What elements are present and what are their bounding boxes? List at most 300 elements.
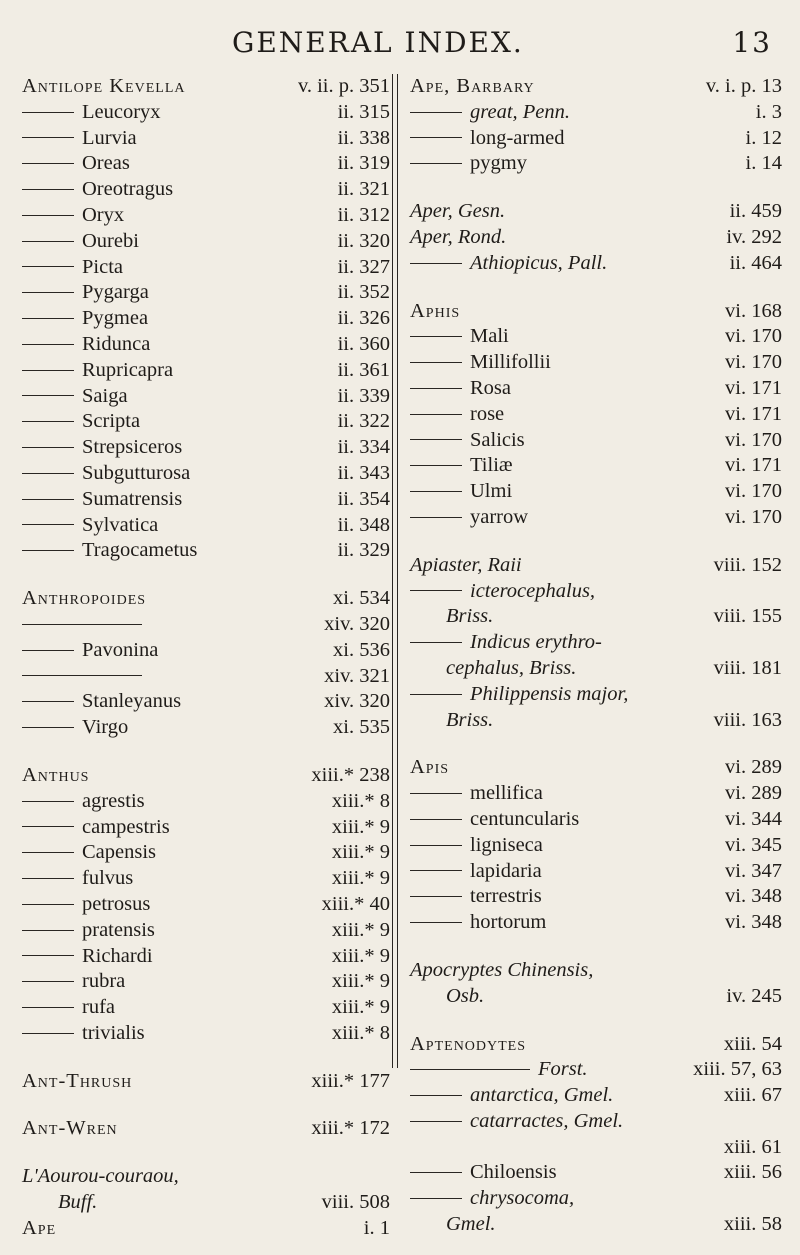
entry-term-text: Osb. xyxy=(446,984,485,1007)
ditto-dash xyxy=(410,263,462,264)
entry-term-text: Rosa xyxy=(470,376,511,399)
entry-term-text: catarractes, Gmel. xyxy=(470,1109,624,1132)
entry-term xyxy=(410,833,543,859)
ditto-dash xyxy=(22,930,74,931)
index-entry xyxy=(410,630,782,656)
entry-term xyxy=(410,859,542,885)
entry-reference: vi. 171 xyxy=(725,402,782,425)
index-entry xyxy=(22,203,390,229)
entry-term-text: Aphis xyxy=(410,299,461,322)
entry-term xyxy=(22,1069,132,1095)
ditto-dash xyxy=(22,624,142,625)
entry-term xyxy=(410,350,551,376)
entry-term-text: Ape xyxy=(22,1216,57,1239)
index-entry xyxy=(22,1116,390,1142)
entry-term-text: Leucoryx xyxy=(82,100,161,123)
entry-term-text: Pygmea xyxy=(82,307,149,330)
index-entry xyxy=(22,513,390,539)
entry-term xyxy=(410,579,595,605)
entry-reference: ii. 327 xyxy=(337,255,390,278)
index-entry xyxy=(22,892,390,918)
entry-reference: ii. 321 xyxy=(337,178,390,201)
index-entry xyxy=(410,251,782,277)
index-entry xyxy=(410,1135,782,1161)
entry-term xyxy=(410,402,504,428)
index-entry xyxy=(410,984,782,1010)
entry-term xyxy=(22,177,173,203)
entry-term-text: hortorum xyxy=(470,911,547,934)
index-entry xyxy=(410,428,782,454)
index-entry xyxy=(410,1212,782,1238)
index-entry xyxy=(410,402,782,428)
entry-reference: xiii. 54 xyxy=(723,1032,782,1055)
entry-term xyxy=(22,126,137,152)
ditto-dash xyxy=(410,694,462,695)
entry-reference: xiii.* 9 xyxy=(331,841,390,864)
entry-reference: vi. 348 xyxy=(725,911,782,934)
entry-term xyxy=(410,324,509,350)
entry-term xyxy=(410,126,565,152)
entry-term xyxy=(22,1216,56,1242)
ditto-dash xyxy=(22,189,74,190)
entry-term xyxy=(22,789,145,815)
index-entry xyxy=(410,324,782,350)
entry-term-text: Aper, Gesn. xyxy=(410,200,506,223)
entry-term-text: Picta xyxy=(82,255,123,278)
entry-reference: xiii. 56 xyxy=(723,1161,782,1184)
entry-term-text: Buff. xyxy=(58,1191,98,1214)
entry-reference: viii. 181 xyxy=(713,656,782,679)
index-entry xyxy=(410,453,782,479)
index-entry xyxy=(22,664,390,690)
entry-term-text: terrestris xyxy=(470,885,542,908)
entry-reference: ii. 348 xyxy=(337,513,390,536)
entry-term-text: pygmy xyxy=(470,152,527,175)
index-entry xyxy=(22,461,390,487)
index-entry xyxy=(22,229,390,255)
entry-term xyxy=(22,151,130,177)
entry-term-text: Capensis xyxy=(82,841,157,864)
entry-reference: ii. 360 xyxy=(337,332,390,355)
index-entry xyxy=(410,781,782,807)
entry-reference: xiii.* 9 xyxy=(331,867,390,890)
entry-term xyxy=(410,199,505,225)
index-entry xyxy=(22,586,390,612)
entry-term-text: chrysocoma, xyxy=(470,1187,575,1210)
index-entry xyxy=(22,280,390,306)
index-entry xyxy=(22,409,390,435)
index-entry xyxy=(22,995,390,1021)
index-entry xyxy=(410,479,782,505)
index-entry xyxy=(22,840,390,866)
entry-term xyxy=(446,604,493,630)
entry-term-text: Aptenodytes xyxy=(410,1032,527,1055)
index-entry xyxy=(410,1186,782,1212)
entry-reference: ii. 361 xyxy=(337,358,390,381)
index-entry xyxy=(22,255,390,281)
index-entry xyxy=(22,944,390,970)
index-entry xyxy=(410,299,782,325)
ditto-dash xyxy=(22,215,74,216)
entry-reference: ii. 329 xyxy=(337,539,390,562)
index-entry xyxy=(22,715,390,741)
index-entry xyxy=(22,177,390,203)
entry-term xyxy=(446,656,576,682)
index-entry xyxy=(22,638,390,664)
index-entry xyxy=(410,884,782,910)
entry-term-text: Mali xyxy=(470,325,509,348)
entry-reference: vi. 170 xyxy=(725,325,782,348)
page-title: GENERAL INDEX. xyxy=(232,26,524,59)
entry-term xyxy=(22,840,156,866)
index-entry xyxy=(410,859,782,885)
entry-term-text: L'Aourou-couraou, xyxy=(22,1165,179,1188)
entry-term-text: rose xyxy=(470,402,505,425)
entry-term-text: antarctica, Gmel. xyxy=(470,1084,614,1107)
ditto-dash xyxy=(22,395,74,396)
ditto-dash xyxy=(22,1007,74,1008)
ditto-dash xyxy=(410,362,462,363)
entry-term xyxy=(410,225,506,251)
entry-reference: i. 14 xyxy=(745,152,782,175)
ditto-dash xyxy=(22,344,74,345)
entry-term xyxy=(410,1032,526,1058)
index-entry xyxy=(410,807,782,833)
index-entry xyxy=(22,487,390,513)
entry-term-text: Sumatrensis xyxy=(82,487,183,510)
entry-reference: ii. 315 xyxy=(337,100,390,123)
ditto-dash xyxy=(22,550,74,551)
entry-term-text: rubra xyxy=(82,970,126,993)
entry-term xyxy=(22,538,197,564)
entry-term-text: Tiliæ xyxy=(470,454,513,477)
entry-term xyxy=(410,958,593,984)
entry-term xyxy=(22,487,182,513)
entry-term-text: Tragocametus xyxy=(82,539,198,562)
entry-term xyxy=(446,708,493,734)
entry-reference: ii. 322 xyxy=(337,410,390,433)
index-entry xyxy=(410,1057,782,1083)
entry-term-text: Briss. xyxy=(446,708,494,731)
entry-term-text: Apis xyxy=(410,756,450,779)
entry-reference: vi. 171 xyxy=(725,454,782,477)
ditto-dash xyxy=(22,826,74,827)
ditto-dash xyxy=(410,465,462,466)
index-entry xyxy=(22,763,390,789)
ditto-dash xyxy=(410,517,462,518)
index-entry xyxy=(410,1083,782,1109)
entry-reference: ii. 459 xyxy=(729,200,782,223)
entry-reference: xiii.* 9 xyxy=(331,815,390,838)
entry-term xyxy=(22,638,158,664)
index-entry xyxy=(410,553,782,579)
index-entry xyxy=(410,1160,782,1186)
entry-term xyxy=(22,815,170,841)
entry-term xyxy=(410,807,579,833)
index-entry xyxy=(22,358,390,384)
entry-reference: viii. 155 xyxy=(713,605,782,628)
entry-reference: xiii.* 8 xyxy=(331,789,390,812)
entry-term-text: Millifollii xyxy=(470,351,551,374)
entry-term xyxy=(410,755,449,781)
entry-term xyxy=(22,74,186,100)
index-entry xyxy=(410,74,782,100)
index-entry xyxy=(22,969,390,995)
ditto-dash xyxy=(410,336,462,337)
index-entry xyxy=(22,789,390,815)
entry-reference: v. ii. p. 351 xyxy=(297,75,390,97)
entry-term xyxy=(410,1083,613,1109)
entry-term-text: Subgutturosa xyxy=(82,461,191,484)
entry-term-text: Apiaster, Raii xyxy=(410,553,522,576)
entry-reference: vi. 170 xyxy=(725,505,782,528)
entry-term-text: Lurvia xyxy=(82,126,137,149)
ditto-dash xyxy=(22,1033,74,1034)
entry-term-text: Anthus xyxy=(22,763,90,786)
ditto-dash xyxy=(410,1172,462,1173)
entry-term-text: icterocephalus, xyxy=(470,579,596,602)
ditto-dash xyxy=(410,163,462,164)
entry-term-text: fulvus xyxy=(82,867,134,890)
ditto-dash xyxy=(22,801,74,802)
entry-reference: viii. 152 xyxy=(713,553,782,576)
entry-term-text: yarrow xyxy=(470,505,529,528)
entry-term xyxy=(22,1164,179,1190)
entry-term xyxy=(410,1057,588,1083)
entry-reference: ii. 319 xyxy=(337,152,390,175)
entry-term xyxy=(22,612,150,638)
entry-term xyxy=(410,479,512,505)
entry-term xyxy=(22,384,128,410)
entry-term-text: long-armed xyxy=(470,126,565,149)
entry-term xyxy=(446,1212,496,1238)
entry-term xyxy=(22,689,181,715)
entry-term-text: great, Penn. xyxy=(470,100,571,123)
ditto-dash xyxy=(22,370,74,371)
index-entry xyxy=(22,1164,390,1190)
entry-term xyxy=(410,630,602,656)
entry-term-text: Strepsiceros xyxy=(82,436,183,459)
entry-reference: v. i. p. 13 xyxy=(705,75,782,97)
entry-term xyxy=(410,453,513,479)
index-entry xyxy=(410,199,782,225)
ditto-dash xyxy=(410,819,462,820)
entry-term-text: Sylvatica xyxy=(82,513,159,536)
entry-term xyxy=(22,358,173,384)
entry-term-text: Philippensis major, xyxy=(470,682,629,705)
entry-term xyxy=(410,1109,623,1135)
index-entry xyxy=(22,100,390,126)
entry-term-text: Pygarga xyxy=(82,281,149,304)
index-entry xyxy=(22,866,390,892)
entry-reference: xiii. 67 xyxy=(723,1084,782,1107)
entry-term xyxy=(22,255,123,281)
entry-reference: ii. 334 xyxy=(337,436,390,459)
entry-term xyxy=(22,715,128,741)
entry-term xyxy=(22,586,146,612)
entry-term xyxy=(410,1186,574,1212)
ditto-dash xyxy=(410,922,462,923)
entry-reference: vi. 171 xyxy=(725,376,782,399)
entry-term-text: petrosus xyxy=(82,892,151,915)
entry-term xyxy=(410,781,543,807)
entry-term-text: Scripta xyxy=(82,410,141,433)
column-divider xyxy=(392,74,393,1068)
entry-reference: xiv. 320 xyxy=(324,690,390,713)
ditto-dash xyxy=(22,904,74,905)
ditto-dash xyxy=(22,878,74,879)
entry-term xyxy=(22,892,150,918)
ditto-dash xyxy=(22,292,74,293)
entry-term xyxy=(22,409,140,435)
ditto-dash xyxy=(22,163,74,164)
entry-reference: vi. 345 xyxy=(725,833,782,856)
entry-reference: ii. 339 xyxy=(337,384,390,407)
index-entry xyxy=(22,74,390,100)
entry-term-text: Riduncа xyxy=(82,332,151,355)
entry-term xyxy=(410,299,460,325)
ditto-dash xyxy=(22,447,74,448)
ditto-dash xyxy=(22,318,74,319)
entry-term-text: Oreas xyxy=(82,152,130,175)
index-entry xyxy=(22,689,390,715)
entry-term-text: Forst. xyxy=(538,1058,588,1081)
index-entry xyxy=(22,151,390,177)
entry-reference: xiii.* 9 xyxy=(331,918,390,941)
ditto-dash xyxy=(22,266,74,267)
ditto-dash xyxy=(22,524,74,525)
entry-reference: vi. 170 xyxy=(725,351,782,374)
entry-reference: ii. 464 xyxy=(729,251,782,274)
entry-reference: i. 12 xyxy=(745,126,782,149)
entry-reference: iv. 245 xyxy=(726,984,782,1007)
entry-reference: vi. 347 xyxy=(725,859,782,882)
entry-reference: xiii.* 40 xyxy=(321,892,390,915)
index-entry xyxy=(22,612,390,638)
ditto-dash xyxy=(410,388,462,389)
entry-term xyxy=(410,682,628,708)
entry-reference: ii. 354 xyxy=(337,487,390,510)
entry-reference: ii. 326 xyxy=(337,307,390,330)
ditto-dash xyxy=(22,499,74,500)
entry-term xyxy=(22,229,139,255)
index-entry xyxy=(22,332,390,358)
entry-term xyxy=(22,664,150,690)
entry-term-text: Salicis xyxy=(470,428,525,451)
entry-reference: viii. 163 xyxy=(713,708,782,731)
index-entry xyxy=(410,958,782,984)
entry-term-text: trivialis xyxy=(82,1021,145,1044)
ditto-dash xyxy=(410,845,462,846)
entry-reference: xiii.* 9 xyxy=(331,996,390,1019)
entry-term-text: ligniseca xyxy=(470,833,543,856)
entry-term-text: Athiopicus, Pall. xyxy=(470,251,608,274)
index-entry xyxy=(22,435,390,461)
index-entry xyxy=(410,505,782,531)
entry-term-text: cephalus, Briss. xyxy=(446,656,577,679)
ditto-dash xyxy=(410,1198,462,1199)
entry-term-text: Oreotragus xyxy=(82,178,174,201)
entry-term-text: Oryx xyxy=(82,203,125,226)
entry-term xyxy=(410,553,522,579)
entry-reference: ii. 352 xyxy=(337,281,390,304)
entry-reference: xiii. 61 xyxy=(723,1135,782,1158)
entry-reference: i. 3 xyxy=(755,100,782,123)
entry-term xyxy=(410,884,542,910)
ditto-dash xyxy=(22,650,74,651)
entry-term xyxy=(22,1021,145,1047)
ditto-dash xyxy=(410,112,462,113)
entry-term xyxy=(22,866,133,892)
entry-term-text: Antilope Kevella xyxy=(22,75,186,97)
ditto-dash xyxy=(410,793,462,794)
entry-reference: xi. 536 xyxy=(333,638,390,661)
index-entry xyxy=(410,579,782,605)
entry-term-text: agrestis xyxy=(82,789,145,812)
entry-term-text: Chiloensis xyxy=(470,1161,557,1184)
entry-reference: xiv. 320 xyxy=(324,612,390,635)
entry-term-text: campestris xyxy=(82,815,170,838)
index-entry xyxy=(22,306,390,332)
entry-term-text: Stanleyanus xyxy=(82,690,182,713)
entry-reference: xiii.* 172 xyxy=(311,1117,390,1140)
ditto-dash xyxy=(410,414,462,415)
entry-term xyxy=(410,251,607,277)
entry-reference: xiii.* 9 xyxy=(331,944,390,967)
entry-term xyxy=(22,1116,118,1142)
entry-reference: vi. 170 xyxy=(725,428,782,451)
entry-reference: xiii. 58 xyxy=(723,1213,782,1236)
entry-term xyxy=(22,763,89,789)
ditto-dash xyxy=(410,590,462,591)
entry-reference: iv. 292 xyxy=(726,225,782,248)
entry-reference: xiii.* 238 xyxy=(311,763,390,786)
index-entry xyxy=(410,126,782,152)
entry-term-text: Indicus erythro- xyxy=(470,631,602,654)
entry-term-text: Saiga xyxy=(82,384,128,407)
index-entry xyxy=(22,1190,390,1216)
entry-term-text: lapidaria xyxy=(470,859,542,882)
entry-reference: vi. 289 xyxy=(725,782,782,805)
entry-term-text: pratensis xyxy=(82,918,155,941)
index-entry xyxy=(410,1109,782,1135)
entry-term xyxy=(22,461,190,487)
ditto-dash xyxy=(22,241,74,242)
ditto-dash xyxy=(22,701,74,702)
entry-term-text: Briss. xyxy=(446,605,494,628)
ditto-dash xyxy=(22,852,74,853)
ditto-dash xyxy=(22,675,142,676)
ditto-dash xyxy=(410,1069,530,1070)
entry-term xyxy=(22,995,115,1021)
index-entry xyxy=(22,918,390,944)
entry-term-text: Richardi xyxy=(82,944,153,967)
entry-term xyxy=(22,332,150,358)
index-entry xyxy=(410,755,782,781)
entry-term-text: Virgo xyxy=(82,716,129,739)
entry-reference: ii. 343 xyxy=(337,461,390,484)
entry-term xyxy=(22,944,153,970)
index-entry xyxy=(22,538,390,564)
entry-term xyxy=(58,1190,97,1216)
page-header xyxy=(232,26,772,59)
index-entry xyxy=(410,682,782,708)
entry-term-text: centuncularis xyxy=(470,807,580,830)
column-divider xyxy=(397,74,398,1068)
entry-term xyxy=(410,74,535,100)
index-entry xyxy=(410,225,782,251)
entry-term-text: Pavonina xyxy=(82,638,159,661)
